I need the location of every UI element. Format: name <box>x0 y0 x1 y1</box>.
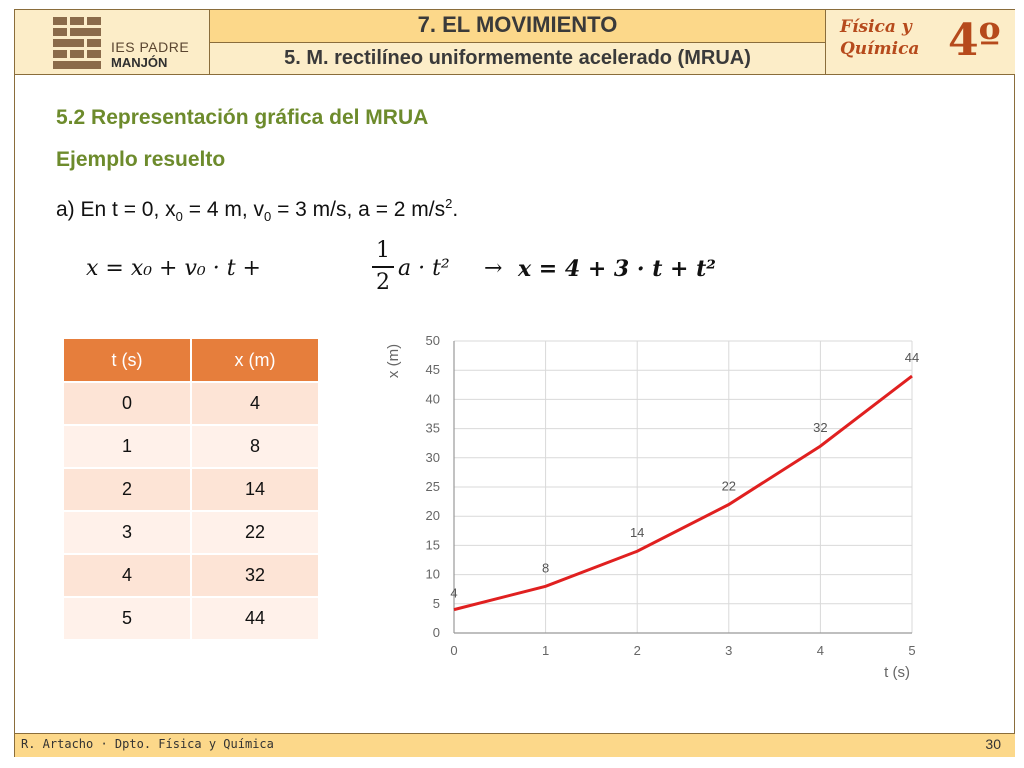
x-tick-label: 1 <box>541 643 550 658</box>
x-tick-label: 3 <box>725 643 733 658</box>
cell-t: 1 <box>63 425 191 468</box>
position-time-chart <box>370 325 930 685</box>
data-label: 8 <box>541 560 550 576</box>
equation-rest: a · t² <box>398 256 450 281</box>
y-tick-label: 25 <box>425 479 440 494</box>
cell-x: 8 <box>191 425 319 468</box>
table-row <box>63 425 319 468</box>
y-tick-label: 10 <box>425 566 440 582</box>
table-header-t: t (s) <box>63 338 191 382</box>
data-table <box>62 337 320 641</box>
example-label: Ejemplo resuelto <box>56 148 226 171</box>
school-name-line1: IES PADRE <box>111 39 190 55</box>
school-name-line2: MANJÓN <box>111 55 168 70</box>
section-title: 5. M. rectilíneo uniformemente acelerado (MRUA) <box>210 43 825 75</box>
y-tick-label: 20 <box>425 508 440 524</box>
y-tick-label: 30 <box>425 449 440 465</box>
unit-title: 7. EL MOVIMIENTO <box>210 10 825 43</box>
x-axis-label: t (s) <box>884 664 910 681</box>
cell-x: 22 <box>191 511 319 554</box>
y-tick-label: 15 <box>425 537 440 553</box>
y-axis-label: x (m) <box>385 343 402 379</box>
subsection-title: 5.2 Representación gráfica del MRUA <box>56 106 429 129</box>
table-header-x: x (m) <box>191 338 319 382</box>
y-tick-label: 5 <box>432 595 440 611</box>
cell-t: 0 <box>63 382 191 425</box>
cell-t: 4 <box>63 554 191 597</box>
equation-fraction: 1 2 <box>372 238 394 296</box>
x-tick-label: 5 <box>908 643 916 658</box>
footer-author: R. Artacho · Dpto. Física y Química <box>21 737 274 751</box>
problem-statement: a) En t = 0, $x_0 = 4$ m, $v_0 = 3$ m/s, a = 2 $m/s^2$. <box>56 196 459 225</box>
footer <box>15 733 1015 757</box>
subject-line1: Física y <box>840 17 912 37</box>
cell-x: 44 <box>191 597 319 640</box>
table-row <box>63 382 319 425</box>
data-label: 44 <box>904 350 920 366</box>
data-label: 32 <box>813 420 828 436</box>
table-row <box>63 554 319 597</box>
page-number: 30 <box>985 736 1001 752</box>
arrow-icon: → <box>484 256 503 281</box>
table-row <box>63 511 319 554</box>
y-tick-label: 0 <box>432 625 440 640</box>
subject-name <box>840 16 919 60</box>
x-tick-label: 0 <box>450 643 458 658</box>
equation-lhs: x = x₀ + v₀ · t + <box>86 256 261 281</box>
cell-t: 3 <box>63 511 191 554</box>
data-label: 14 <box>629 525 645 541</box>
cell-t: 5 <box>63 597 191 640</box>
logo-grid-icon <box>53 17 103 69</box>
grade-label: 4º <box>948 15 1001 66</box>
table-row <box>63 468 319 511</box>
table-row <box>63 597 319 640</box>
cell-t: 2 <box>63 468 191 511</box>
cell-x: 4 <box>191 382 319 425</box>
cell-x: 32 <box>191 554 319 597</box>
y-tick-label: 35 <box>425 420 440 436</box>
y-tick-label: 45 <box>425 362 440 378</box>
school-logo <box>15 10 210 75</box>
y-tick-label: 40 <box>425 391 440 407</box>
cell-x: 14 <box>191 468 319 511</box>
y-tick-label: 50 <box>425 333 440 348</box>
subject-badge <box>825 10 1015 75</box>
data-label: 4 <box>450 585 458 601</box>
data-label: 22 <box>721 478 737 494</box>
subject-line2: Química <box>840 39 920 59</box>
x-tick-label: 2 <box>633 643 641 658</box>
x-tick-label: 4 <box>816 643 825 658</box>
equation-result-text: x = 4 + 3 · t + t² <box>518 256 716 282</box>
